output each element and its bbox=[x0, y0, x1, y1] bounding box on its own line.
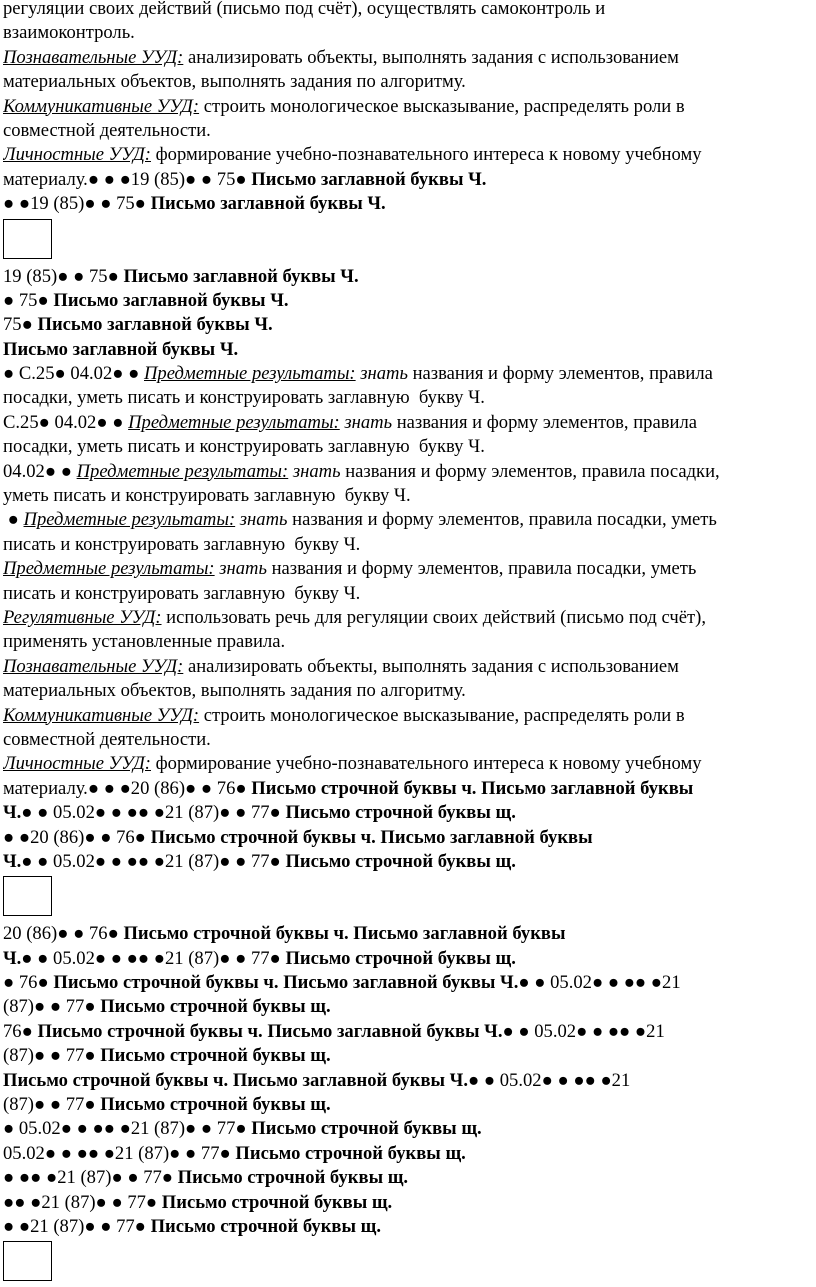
text-line: Коммуникативные УУД: строить монологическое высказывание, распределять роли в bbox=[3, 95, 685, 117]
text-line: Познавательные УУД: анализировать объекты, выполнять задания с использованием bbox=[3, 655, 679, 677]
text-line: писать и конструировать заглавную букву Ч. bbox=[3, 582, 361, 604]
text-line: ● С.25● 04.02● ● Предметные результаты: знать названия и форму элементов, правила bbox=[3, 363, 713, 385]
text-line: Познавательные УУД: анализировать объекты, выполнять задания с использованием bbox=[3, 46, 679, 68]
text-line: ● ●21 (87)● ● 77● Письмо строчной буквы щ. bbox=[3, 1215, 381, 1237]
text-line: писать и конструировать заглавную букву Ч. bbox=[3, 533, 361, 555]
text-line: Письмо строчной буквы ч. Письмо заглавной буквы Ч.● ● 05.02● ● ●● ●21 bbox=[3, 1069, 631, 1091]
empty-box bbox=[3, 219, 52, 259]
text-line: Регулятивные УУД: использовать речь для регуляции своих действий (письмо под счёт), bbox=[3, 606, 706, 628]
text-line: ● ●20 (86)● ● 76● Письмо строчной буквы ч. Письмо заглавной буквы bbox=[3, 826, 593, 848]
text-line: материалу.● ● ●19 (85)● ● 75● Письмо заглавной буквы Ч. bbox=[3, 168, 487, 190]
text-line: Коммуникативные УУД: строить монологическое высказывание, распределять роли в bbox=[3, 704, 685, 726]
text-line: 20 (86)● ● 76● Письмо строчной буквы ч. Письмо заглавной буквы bbox=[3, 923, 566, 945]
text-line: посадки, уметь писать и конструировать заглавную букву Ч. bbox=[3, 387, 485, 409]
text-line: Личностные УУД: формирование учебно-познавательного интереса к новому учебному bbox=[3, 144, 702, 166]
text-line: 05.02● ● ●● ●21 (87)● ● 77● Письмо строчной буквы щ. bbox=[3, 1142, 466, 1164]
text-line: Письмо заглавной буквы Ч. bbox=[3, 338, 239, 360]
empty-box bbox=[3, 876, 52, 916]
text-line: ● ●● ●21 (87)● ● 77● Письмо строчной буквы щ. bbox=[3, 1167, 409, 1189]
text-line: Предметные результаты: знать названия и форму элементов, правила посадки, уметь bbox=[3, 558, 697, 580]
document-body bbox=[3, 0, 813, 1287]
text-line: Личностные УУД: формирование учебно-познавательного интереса к новому учебному bbox=[3, 753, 702, 775]
text-line: ● ●19 (85)● ● 75● Письмо заглавной буквы Ч. bbox=[3, 193, 386, 215]
text-line: уметь писать и конструировать заглавную букву Ч. bbox=[3, 485, 411, 507]
text-line: материальных объектов, выполнять задания по алгоритму. bbox=[3, 71, 466, 93]
text-line: ● 75● Письмо заглавной буквы Ч. bbox=[3, 289, 289, 311]
text-line: материальных объектов, выполнять задания по алгоритму. bbox=[3, 680, 466, 702]
text-line: ● 76● Письмо строчной буквы ч. Письмо заглавной буквы Ч.● ● 05.02● ● ●● ●21 bbox=[3, 972, 681, 994]
text-line: 04.02● ● Предметные результаты: знать названия и форму элементов, правила посадки, bbox=[3, 460, 720, 482]
text-line: (87)● ● 77● Письмо строчной буквы щ. bbox=[3, 1094, 331, 1116]
text-line: регуляции своих действий (письмо под счёт), осуществлять самоконтроль и bbox=[3, 0, 606, 19]
text-line: материалу.● ● ●20 (86)● ● 76● Письмо строчной буквы ч. Письмо заглавной буквы bbox=[3, 777, 694, 799]
text-line: совместной деятельности. bbox=[3, 728, 211, 750]
text-line: взаимоконтроль. bbox=[3, 22, 135, 44]
text-line: Ч.● ● 05.02● ● ●● ●21 (87)● ● 77● Письмо строчной буквы щ. bbox=[3, 802, 516, 824]
empty-box bbox=[3, 1241, 52, 1281]
text-line: (87)● ● 77● Письмо строчной буквы щ. bbox=[3, 1045, 331, 1067]
text-line: ●● ●21 (87)● ● 77● Письмо строчной буквы щ. bbox=[3, 1191, 393, 1213]
text-line: 19 (85)● ● 75● Письмо заглавной буквы Ч. bbox=[3, 265, 359, 287]
text-line: совместной деятельности. bbox=[3, 119, 211, 141]
text-line: (87)● ● 77● Письмо строчной буквы щ. bbox=[3, 996, 331, 1018]
text-line: С.25● 04.02● ● Предметные результаты: знать названия и форму элементов, правила bbox=[3, 411, 697, 433]
text-line: 75● Письмо заглавной буквы Ч. bbox=[3, 314, 273, 336]
text-line: применять установленные правила. bbox=[3, 631, 286, 653]
text-line: Ч.● ● 05.02● ● ●● ●21 (87)● ● 77● Письмо строчной буквы щ. bbox=[3, 850, 516, 872]
text-line: ● Предметные результаты: знать названия и форму элементов, правила посадки, уметь bbox=[3, 509, 717, 531]
text-line: посадки, уметь писать и конструировать заглавную букву Ч. bbox=[3, 436, 485, 458]
text-line: ● 05.02● ● ●● ●21 (87)● ● 77● Письмо строчной буквы щ. bbox=[3, 1118, 482, 1140]
text-line: Ч.● ● 05.02● ● ●● ●21 (87)● ● 77● Письмо строчной буквы щ. bbox=[3, 947, 516, 969]
text-line: 76● Письмо строчной буквы ч. Письмо заглавной буквы Ч.● ● 05.02● ● ●● ●21 bbox=[3, 1020, 665, 1042]
